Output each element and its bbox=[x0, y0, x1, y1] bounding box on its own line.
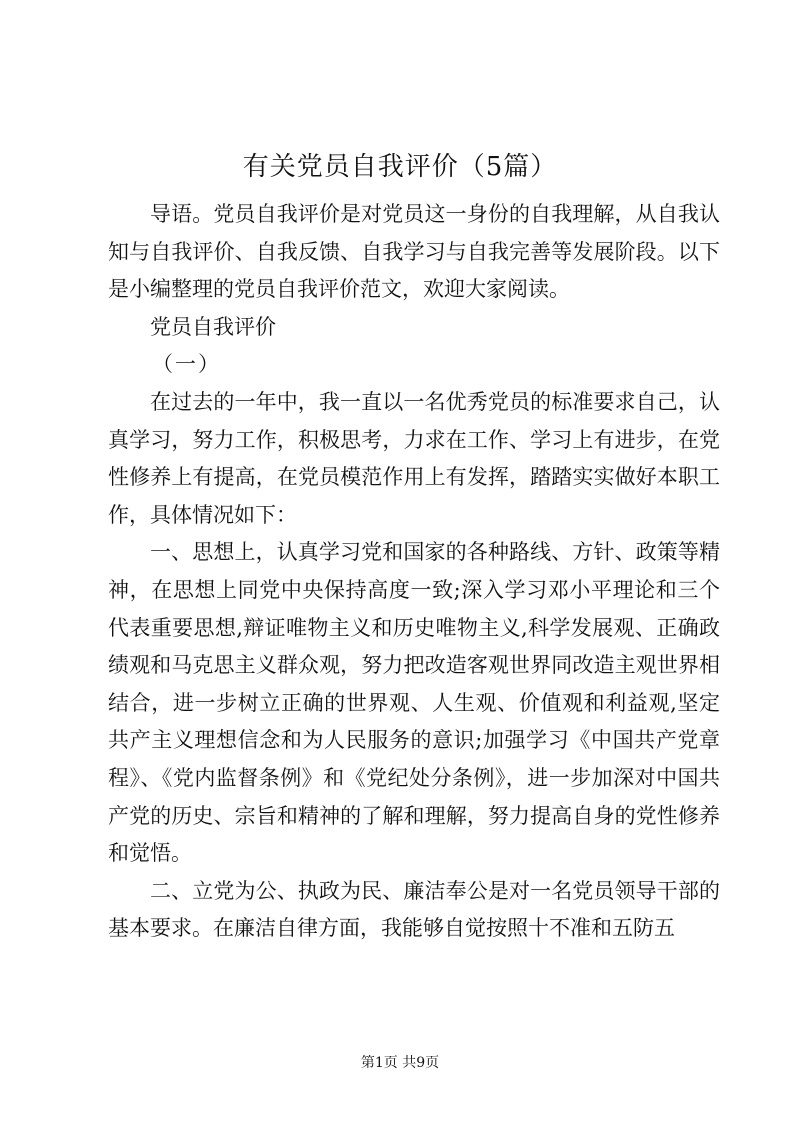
intro-paragraph: 导语。党员自我评价是对党员这一身份的自我理解，从自我认知与自我评价、自我反馈、自我学习与自我完善等发展阶段。以下是小编整理的党员自我评价范文，欢迎大家阅读。 bbox=[108, 202, 720, 302]
body-paragraph: 在过去的一年中，我一直以一名优秀党员的标准要求自己，认真学习，努力工作，积极思考，力求在工作、学习上有进步，在党性修养上有提高，在党员模范作用上有发挥，踏踏实实做好本职工作，具体情况如下： bbox=[108, 389, 720, 527]
body-paragraph: 一、思想上，认真学习党和国家的各种路线、方针、政策等精神，在思想上同党中央保持高度一致;深入学习邓小平理论和三个代表重要思想,辩证唯物主义和历史唯物主义,科学发展观、正确政绩观和马克思主义群众观，努力把改造客观世界同改造主观世界相结合，进一步树立正确的世界观、人生观、价值观和利益观,坚定共产主义理想信念和为人民服务的意识;加强学习《中国共产党章程》、《党内监督条例》和《党纪处分条例》，进一步加深对中国共产党的历史、宗旨和精神的了解和理解，努力提高自身的党性修养和觉悟。 bbox=[108, 540, 720, 866]
document-title: 有关党员自我评价（5篇） bbox=[242, 152, 558, 182]
body-paragraph: 二、立党为公、执政为民、廉洁奉公是对一名党员领导干部的基本要求。在廉洁自律方面，我能够自觉按照十不准和五防五 bbox=[108, 878, 720, 941]
page-number-footer: 第1页 共9页 bbox=[360, 1055, 440, 1071]
section-heading: 党员自我评价 bbox=[150, 314, 276, 339]
subsection-marker: （一） bbox=[152, 352, 221, 377]
document-body bbox=[108, 196, 720, 948]
